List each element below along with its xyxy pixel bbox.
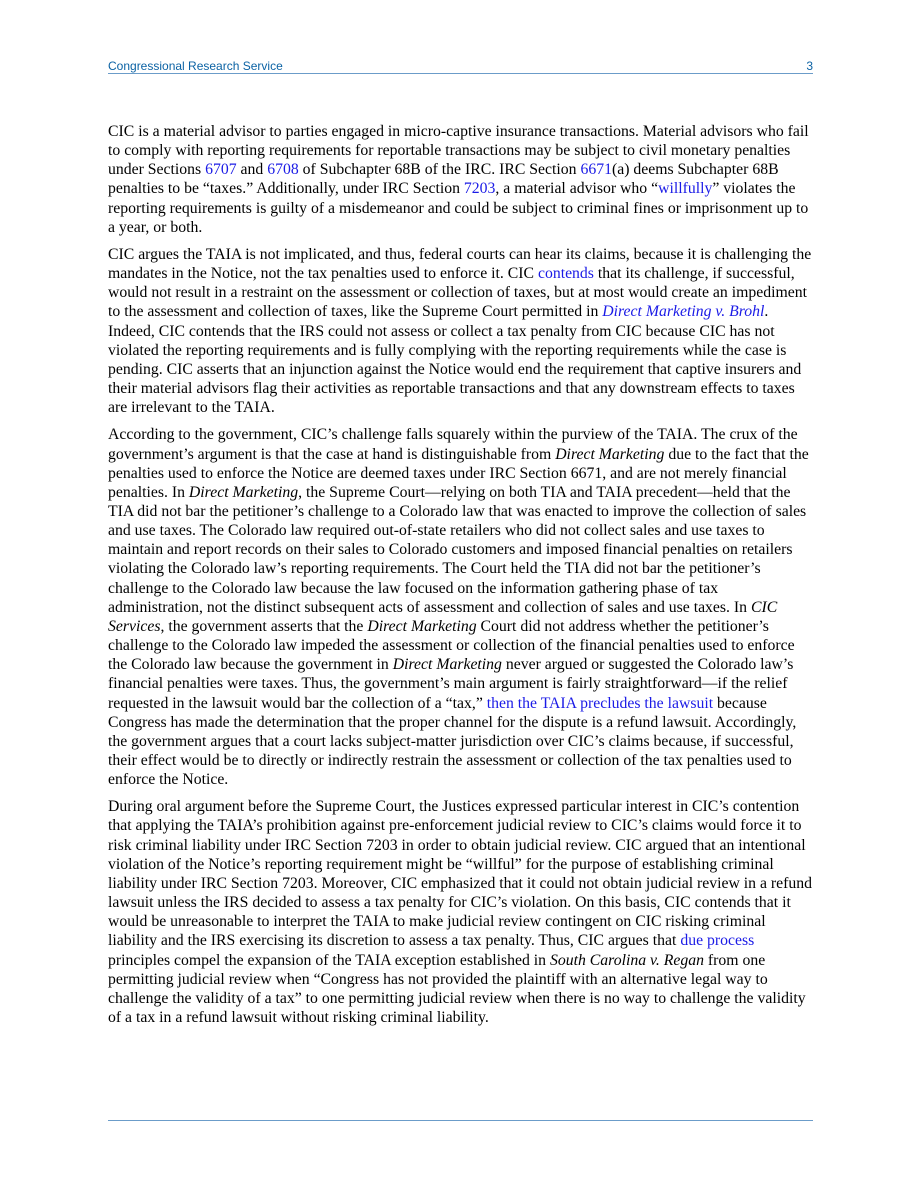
paragraph-3: [108, 425, 814, 789]
text-run: CIC argues the TAIA is not implicated, and thus, federal courts can hear its claims, because it is challenging the mandates in the Notice, not the tax penalties used to enforce it. CIC: [108, 245, 812, 283]
case-name: Direct Marketing: [367, 617, 477, 635]
text-run: According to the government, CIC’s challenge falls squarely within the purview of the TAIA. The crux of the government’s argument is that the case at hand is distinguishable from: [108, 426, 798, 463]
link-section-6707[interactable]: 6707: [205, 161, 237, 179]
text-run: , the government asserts that the: [160, 617, 368, 635]
link-taia-precludes-lawsuit[interactable]: then the TAIA precludes the lawsuit: [486, 694, 714, 712]
link-section-6708[interactable]: 6708: [267, 161, 299, 179]
link-contends[interactable]: contends: [537, 265, 594, 283]
text-run: Court did not address whether the petitioner’s challenge to the Colorado law impeded the assessment or collection of the financial penalties used to enforce the Colorado law because the government in: [108, 617, 795, 674]
case-name: Direct Marketing: [188, 483, 299, 501]
text-run: During oral argument before the Supreme Court, the Justices expressed particular interest in CIC’s contention that applying the TAIA’s prohibition against pre-enforcement judicial review to CIC’s claims would force it to risk criminal liability under IRC Section 7203 in order to obtain judicial review. CIC argued that an intentional violation of the Notice’s reporting requirement might be “willful” for the purpose of establishing criminal liability under IRC Section 7203. Moreover, CIC emphasized that it could not obtain judicial review in a refund lawsuit unless the IRS decided to assess a tax penalty for CIC’s violation. On this basis, CIC contends that it would be unreasonable to interpret the TAIA to make judicial review contingent on CIC risking criminal liability and the IRS exercising its discretion to assess a tax penalty. Thus, CIC argues that: [108, 798, 813, 950]
link-section-6671[interactable]: 6671: [580, 161, 612, 179]
text-run: principles compel the expansion of the TAIA exception established in: [108, 951, 550, 969]
link-section-7203[interactable]: 7203: [463, 180, 496, 198]
header-org-name: Congressional Research Service: [108, 59, 283, 73]
text-run: ” violates the reporting requirements is guilty of a misdemeanor and could be subject to criminal fines or imprisonment up to a year, or both.: [108, 180, 809, 236]
text-run: , the Supreme Court—relying on both TIA and TAIA precedent—held that the TIA did not bar the petitioner’s challenge to a Colorado law that was enacted to improve the collection of sales and use taxes. The Colorado law required out-of-state retailers who did not collect sales and use taxes to maintain and report records on their sales to Colorado customers and imposed financial penalties on retailers violating the Colorado law’s reporting requirements. The Court held the TIA did not bar the petitioner’s challenge to the Colorado law because the law focused on the information gathering phase of tax administration, not the distinct subsequent acts of assessment and collection of sales and use taxes. In: [108, 483, 807, 616]
text-run: CIC is a material advisor to parties engaged in micro-captive insurance transactions. Material advisors who fail to comply with reporting requirements for reportable transactions may be subject to civil monetary penalties under Sections: [108, 123, 809, 179]
paragraph-2: [108, 245, 814, 417]
text-run: never argued or suggested the Colorado law’s financial penalties were taxes. Thus, the government’s main argument is fairly straightforward—if the relief requested in the lawsuit would bar the collection of a “tax,”: [108, 656, 794, 712]
document-body: [108, 122, 814, 1035]
link-due-process[interactable]: due process: [680, 932, 755, 950]
text-run: due to the fact that the penalties used to enforce the Notice are deemed taxes under IRC Section 6671, and are not merely financial penalties. In: [108, 445, 809, 501]
header-rule: [108, 73, 813, 74]
case-name: Direct Marketing: [555, 445, 665, 463]
paragraph-4: [108, 797, 814, 1027]
text-run: and: [236, 161, 268, 179]
footer-rule: [108, 1120, 813, 1121]
text-run: that its challenge, if successful, would not result in a restraint on the assessment or collection of taxes, but at most would create an impediment to the assessment and collection of taxes, like the Supreme Court permitted in: [108, 265, 807, 321]
case-name: Direct Marketing v. Brohl: [602, 303, 765, 321]
text-run: . Indeed, CIC contends that the IRS could not assess or collect a tax penalty from CIC because CIC has not violated the reporting requirements and is fully complying with the reporting requirements while the case is pending. CIC asserts that an injunction against the Notice would end the requirement that captive insurers and their material advisors flag their activities as reportable transactions and that any downstream effects to taxes are irrelevant to the TAIA.: [108, 303, 802, 417]
text-run: because Congress has made the determination that the proper channel for the dispute is a refund lawsuit. Accordingly, the government argues that a court lacks subject-matter jurisdiction over CIC’s claims because, if successful, their effect would be to directly or indirectly restrain the assessment or collection of the tax penalties used to enforce the Notice.: [108, 694, 797, 789]
paragraph-1: [108, 122, 814, 237]
text-run: of Subchapter 68B of the IRC. IRC Section: [298, 161, 581, 179]
text-run: (a) deems Subchapter 68B penalties to be “taxes.” Additionally, under IRC Section: [108, 161, 779, 198]
case-name: Direct Marketing: [392, 656, 502, 674]
header-page-number: 3: [806, 59, 813, 73]
case-name: CIC Services: [108, 598, 778, 635]
text-run: , a material advisor who “: [495, 180, 659, 198]
text-run: from one permitting judicial review when “Congress has not provided the plaintiff with an alternative legal way to challenge the validity of a tax” to one permitting judicial review when there is no way to challenge the validity of a tax in a refund lawsuit without risking criminal liability.: [108, 951, 806, 1027]
link-direct-marketing-v-brohl[interactable]: [602, 303, 764, 320]
link-willfully[interactable]: willfully: [658, 180, 713, 198]
case-name: South Carolina v. Regan: [549, 951, 704, 969]
